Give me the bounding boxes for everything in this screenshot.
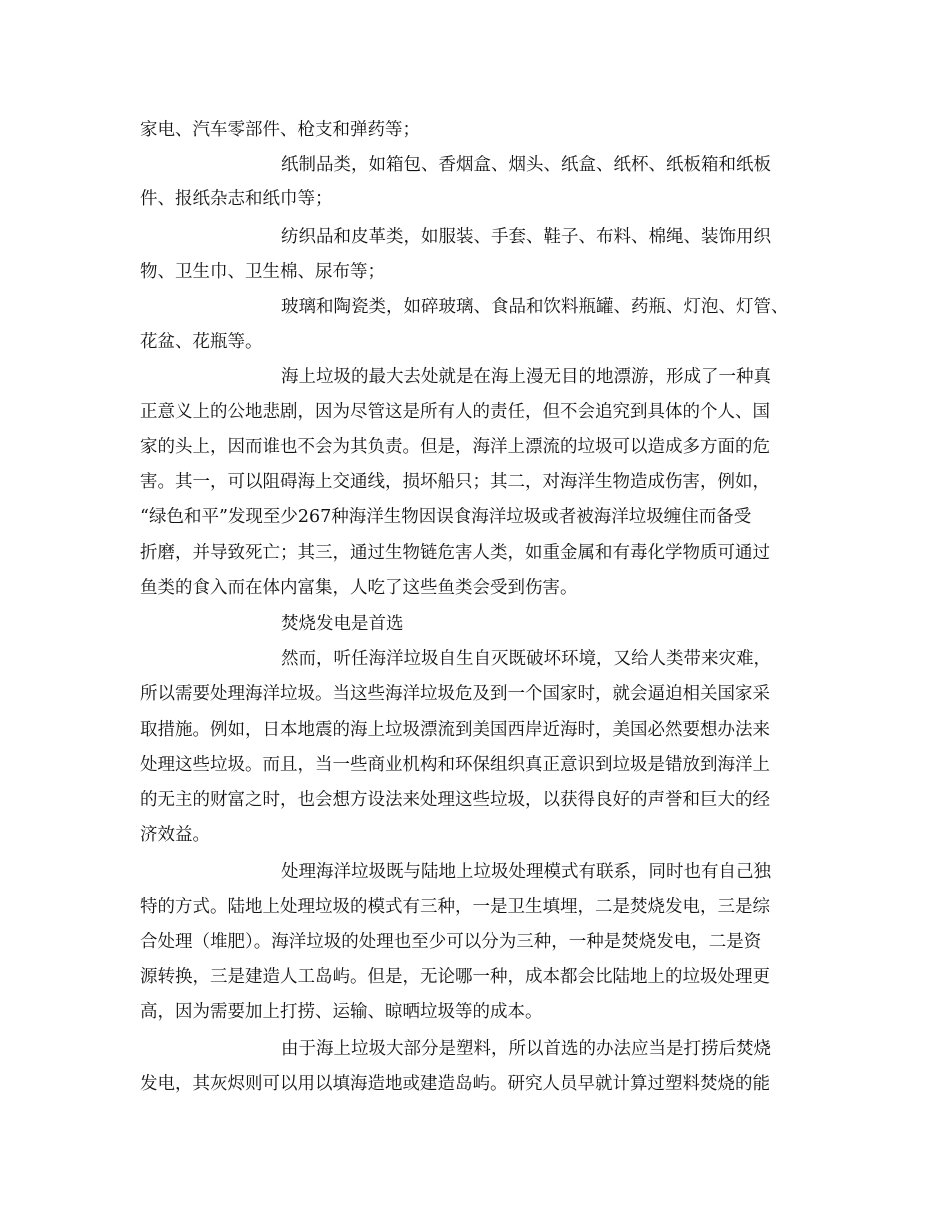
text-line: 正意义上的公地悲剧，因为尽管这是所有人的责任，但不会追究到具体的个人、国 (140, 402, 770, 422)
text-line: 由于海上垃圾大部分是塑料，所以首选的办法应当是打捞后焚烧 (281, 1039, 771, 1059)
text-line: “绿色和平”发现至少267种海洋生物因误食海洋垃圾或者被海洋垃圾缠住而备受 (140, 507, 752, 527)
section-heading: 焚烧发电是首选 (281, 614, 404, 634)
text-line: 玻璃和陶瓷类，如碎玻璃、食品和饮料瓶罐、药瓶、灯泡、灯管、 (281, 297, 789, 317)
text-line: 特的方式。陆地上处理垃圾的模式有三种，一是卫生填埋，二是焚烧发电，三是综 (140, 897, 770, 917)
text-line: 害。其一，可以阻碍海上交通线，损坏船只；其二，对海洋生物造成伤害，例如， (140, 472, 770, 492)
text-line: 折磨，并导致死亡；其三，通过生物链危害人类，如重金属和有毒化学物质可通过 (140, 543, 770, 563)
text-line: 源转换，三是建造人工岛屿。但是，无论哪一种，成本都会比陆地上的垃圾处理更 (140, 967, 770, 987)
text-line: 家的头上，因而谁也不会为其负责。但是，海洋上漂流的垃圾可以造成多方面的危 (140, 437, 770, 457)
text-line: 海上垃圾的最大去处就是在海上漫无目的地漂游，形成了一种真 (281, 367, 771, 387)
text-line: 合处理（堆肥）。海洋垃圾的处理也至少可以分为三种，一种是焚烧发电，二是资 (140, 932, 762, 952)
text-line: 处理这些垃圾。而且，当一些商业机构和环保组织真正意识到垃圾是错放到海洋上 (140, 755, 770, 775)
text-line: 件、报纸杂志和纸巾等； (140, 189, 333, 209)
text-line: 家电、汽车零部件、枪支和弹药等； (140, 120, 420, 140)
text-line: 处理海洋垃圾既与陆地上垃圾处理模式有联系，同时也有自己独 (281, 862, 771, 882)
text-line: 纺织品和皮革类，如服装、手套、鞋子、布料、棉绳、装饰用织 (281, 227, 771, 247)
text-line: 纸制品类，如箱包、香烟盒、烟头、纸盒、纸杯、纸板箱和纸板 (281, 155, 771, 175)
text-line: 所以需要处理海洋垃圾。当这些海洋垃圾危及到一个国家时，就会逼迫相关国家采 (140, 684, 770, 704)
text-line: 发电，其灰烬则可以用以填海造地或建造岛屿。研究人员早就计算过塑料焚烧的能 (140, 1074, 770, 1094)
text-line: 取措施。例如，日本地震的海上垃圾漂流到美国西岸近海时，美国必然要想办法来 (140, 720, 770, 740)
text-line: 的无主的财富之时，也会想方设法来处理这些垃圾，以获得良好的声誉和巨大的经 (140, 790, 770, 810)
text-line: 物、卫生巾、卫生棉、尿布等； (140, 262, 385, 282)
text-line: 高，因为需要加上打捞、运输、晾晒垃圾等的成本。 (140, 1002, 543, 1022)
text-line: 花盆、花瓶等。 (140, 332, 263, 352)
text-line: 济效益。 (140, 825, 210, 845)
text-line: 鱼类的食入而在体内富集，人吃了这些鱼类会受到伤害。 (140, 578, 578, 598)
text-line: 然而，听任海洋垃圾自生自灭既破坏环境，又给人类带来灾难， (281, 649, 771, 669)
